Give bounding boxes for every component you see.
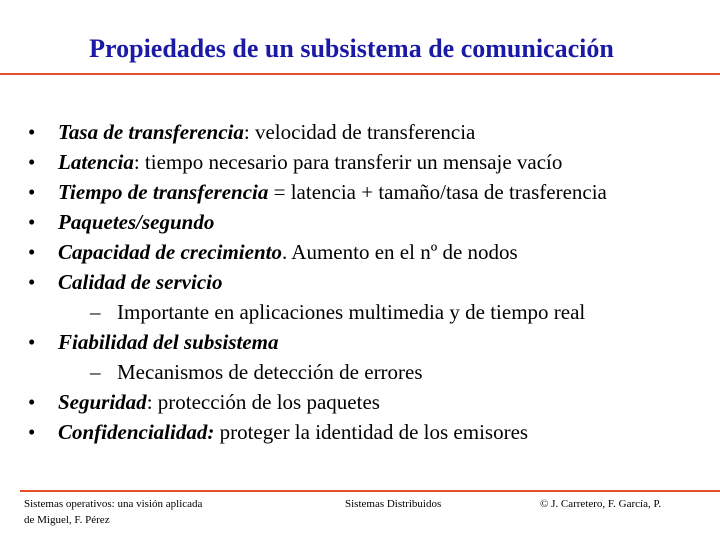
list-item <box>28 148 708 176</box>
list-item <box>28 178 708 206</box>
bullet-list <box>28 118 708 448</box>
item-description: : velocidad de transferencia <box>243 120 476 144</box>
footer-book-title: Sistemas operativos: una visión aplicada <box>24 498 203 510</box>
bullet-dot: • <box>28 270 36 294</box>
footer-copyright: © J. Carretero, F. García, P. <box>540 498 662 510</box>
item-description: : protección de los paquetes <box>146 390 380 414</box>
item-description: = latencia + tamaño/tasa de trasferencia <box>268 180 607 204</box>
footer-divider <box>20 490 720 492</box>
bullet-dot: • <box>28 240 36 264</box>
item-term: Confidencialidad: <box>58 420 215 444</box>
list-item <box>28 118 708 146</box>
sub-item-text: Mecanismos de detección de errores <box>117 360 423 384</box>
dash-marker: – <box>90 300 101 324</box>
item-term: Tasa de transferencia <box>58 120 244 144</box>
sub-list-item <box>28 358 708 386</box>
bullet-dot: • <box>28 420 36 444</box>
bullet-dot: • <box>28 150 36 174</box>
item-description: . Aumento en el nº de nodos <box>281 240 518 264</box>
item-description: proteger la identidad de los emisores <box>214 420 529 444</box>
list-item <box>28 208 708 236</box>
footer-book-credit <box>24 496 254 528</box>
item-term: Seguridad <box>58 390 147 414</box>
item-term: Fiabilidad del subsistema <box>58 330 279 354</box>
sub-list-item <box>28 298 708 326</box>
item-term: Tiempo de transferencia <box>58 180 269 204</box>
title-divider <box>0 73 720 75</box>
bullet-dot: • <box>28 390 36 414</box>
bullet-dot: • <box>28 330 36 354</box>
bullet-dot: • <box>28 210 36 234</box>
list-item <box>28 328 708 356</box>
dash-marker: – <box>90 360 101 384</box>
sub-item-text: Importante en aplicaciones multimedia y de tiempo real <box>117 300 586 324</box>
list-item <box>28 418 708 446</box>
slide-title: Propiedades de un subsistema de comunicación <box>89 34 614 63</box>
item-term: Latencia <box>58 150 134 174</box>
item-description: : tiempo necesario para transferir un mensaje vacío <box>133 150 563 174</box>
item-term: Calidad de servicio <box>58 270 223 294</box>
bullet-dot: • <box>28 120 36 144</box>
footer-book-authors: de Miguel, F. Pérez <box>24 514 110 526</box>
list-item <box>28 268 708 296</box>
item-term: Paquetes/segundo <box>58 210 215 234</box>
list-item <box>28 238 708 266</box>
footer-course-name: Sistemas Distribuidos <box>345 498 442 510</box>
list-item <box>28 388 708 416</box>
bullet-dot: • <box>28 180 36 204</box>
item-term: Capacidad de crecimiento <box>58 240 282 264</box>
